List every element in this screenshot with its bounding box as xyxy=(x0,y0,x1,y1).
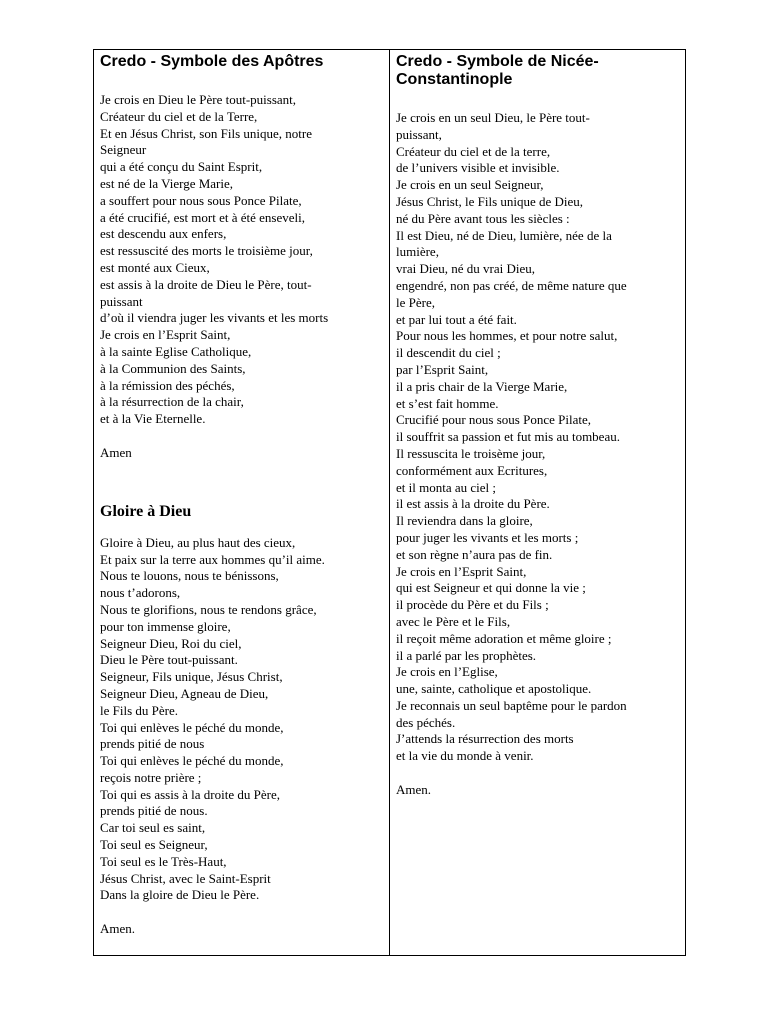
text-line: à la résurrection de la chair, xyxy=(100,394,244,410)
text-line: Nous te glorifions, nous te rendons grâce, xyxy=(100,601,317,617)
nicene-creed-title-line2: Constantinople xyxy=(396,71,513,88)
text-line: reçois notre prière ; xyxy=(100,769,202,785)
text-line: le Fils du Père. xyxy=(100,702,178,718)
text-line: d’où il viendra juger les vivants et les morts xyxy=(100,310,329,326)
text-line: Je crois en l’Eglise, xyxy=(396,664,498,680)
text-line: qui a été conçu du Saint Esprit, xyxy=(100,159,263,175)
text-line: pour ton immense gloire, xyxy=(100,618,231,634)
text-line: Jésus Christ, le Fils unique de Dieu, xyxy=(396,193,584,209)
text-line: Créateur du ciel et de la terre, xyxy=(396,143,551,159)
text-line: pour juger les vivants et les morts ; xyxy=(396,529,579,545)
text-line: et la vie du monde à venir. xyxy=(396,748,534,764)
text-line: Seigneur xyxy=(100,142,147,158)
apostles-creed-amen: Amen xyxy=(100,444,132,460)
text-line: prends pitié de nous. xyxy=(100,803,208,819)
gloria-amen: Amen. xyxy=(100,921,136,937)
text-line: Et paix sur la terre aux hommes qu’il aime. xyxy=(100,551,325,567)
apostles-creed-text xyxy=(100,92,383,428)
text-line: avec le Père et le Fils, xyxy=(396,613,511,629)
right-column xyxy=(390,50,685,955)
text-line: Jésus Christ, avec le Saint-Esprit xyxy=(100,870,271,886)
text-line: est né de la Vierge Marie, xyxy=(100,175,234,191)
text-line: et son règne n’aura pas de fin. xyxy=(396,546,553,562)
gloria-title: Gloire à Dieu xyxy=(100,502,192,520)
left-column xyxy=(94,50,390,955)
text-line: Toi qui enlèves le péché du monde, xyxy=(100,753,284,769)
text-line: Pour nous les hommes, et pour notre salut, xyxy=(396,328,618,344)
text-line: il reçoit même adoration et même gloire ; xyxy=(396,630,612,646)
text-line: puissant xyxy=(100,293,143,309)
text-line: le Père, xyxy=(396,294,435,310)
apostles-creed-title: Credo - Symbole des Apôtres xyxy=(100,53,324,70)
text-line: Et en Jésus Christ, son Fils unique, notre xyxy=(100,125,312,141)
text-line: et il monta au ciel ; xyxy=(396,479,496,495)
text-line: par l’Esprit Saint, xyxy=(396,361,489,377)
text-line: J’attends la résurrection des morts xyxy=(396,731,574,747)
text-line: Il reviendra dans la gloire, xyxy=(396,513,533,529)
text-line: il procède du Père et du Fils ; xyxy=(396,597,549,613)
text-line: à la Communion des Saints, xyxy=(100,360,246,376)
text-line: Dieu le Père tout-puissant. xyxy=(100,652,238,668)
nicene-creed-text xyxy=(396,110,679,765)
text-line: engendré, non pas créé, de même nature que xyxy=(396,277,627,293)
text-line: et par lui tout a été fait. xyxy=(396,311,517,327)
text-line: il a pris chair de la Vierge Marie, xyxy=(396,378,568,394)
nicene-creed-amen: Amen. xyxy=(396,782,432,798)
text-line: Toi qui enlèves le péché du monde, xyxy=(100,719,284,735)
text-line: Il ressuscita le troisème jour, xyxy=(396,445,546,461)
text-line: Toi qui es assis à la droite du Père, xyxy=(100,786,280,802)
text-line: Je crois en l’Esprit Saint, xyxy=(100,327,231,343)
text-line: est ressuscité des morts le troisième jour, xyxy=(100,243,313,259)
text-line: Dans la gloire de Dieu le Père. xyxy=(100,887,260,903)
text-line: Car toi seul es saint, xyxy=(100,820,206,836)
text-line: est descendu aux enfers, xyxy=(100,226,227,242)
text-line: il a parlé par les prophètes. xyxy=(396,647,537,663)
gloria-text xyxy=(100,535,383,905)
text-line: de l’univers visible et invisible. xyxy=(396,160,560,176)
text-line: Crucifié pour nous sous Ponce Pilate, xyxy=(396,412,591,428)
text-line: Je crois en l’Esprit Saint, xyxy=(396,563,527,579)
text-line: Seigneur, Fils unique, Jésus Christ, xyxy=(100,669,283,685)
nicene-creed-title xyxy=(396,53,679,89)
text-line: Nous te louons, nous te bénissons, xyxy=(100,568,279,584)
text-line: Créateur du ciel et de la Terre, xyxy=(100,108,258,124)
text-line: à la rémission des péchés, xyxy=(100,377,235,393)
text-line: Il est Dieu, né de Dieu, lumière, née de la xyxy=(396,227,612,243)
text-line: Je crois en un seul Dieu, le Père tout- xyxy=(396,110,590,125)
nicene-creed-title-line1: Credo - Symbole de Nicée- xyxy=(396,53,599,70)
text-line: Je crois en un seul Seigneur, xyxy=(396,177,544,193)
text-line: nous t’adorons, xyxy=(100,585,181,601)
text-line: Je reconnais un seul baptême pour le pardon xyxy=(396,697,627,713)
text-line: Seigneur Dieu, Roi du ciel, xyxy=(100,635,242,651)
text-line: prends pitié de nous xyxy=(100,736,205,752)
text-line: Je crois en Dieu le Père tout-puissant, xyxy=(100,92,297,107)
text-line: Gloire à Dieu, au plus haut des cieux, xyxy=(100,534,296,550)
text-line: est assis à la droite de Dieu le Père, tout- xyxy=(100,276,312,292)
text-line: des péchés. xyxy=(396,714,456,730)
text-line: Seigneur Dieu, Agneau de Dieu, xyxy=(100,685,269,701)
text-line: une, sainte, catholique et apostolique. xyxy=(396,681,592,697)
text-line: qui est Seigneur et qui donne la vie ; xyxy=(396,580,586,596)
text-line: puissant, xyxy=(396,126,442,142)
text-line: vrai Dieu, né du vrai Dieu, xyxy=(396,261,535,277)
text-line: né du Père avant tous les siècles : xyxy=(396,210,570,226)
text-line: lumière, xyxy=(396,244,439,260)
text-line: et à la Vie Eternelle. xyxy=(100,411,206,427)
prayer-table xyxy=(93,49,686,956)
text-line: il souffrit sa passion et fut mis au tombeau. xyxy=(396,429,620,445)
text-line: conformément aux Ecritures, xyxy=(396,462,548,478)
text-line: Toi seul es le Très-Haut, xyxy=(100,853,227,869)
text-line: est monté aux Cieux, xyxy=(100,259,210,275)
text-line: il descendit du ciel ; xyxy=(396,345,501,361)
text-line: a été crucifié, est mort et à été enseveli, xyxy=(100,209,306,225)
text-line: il est assis à la droite du Père. xyxy=(396,496,550,512)
text-line: et s’est fait homme. xyxy=(396,395,499,411)
text-line: Toi seul es Seigneur, xyxy=(100,837,208,853)
text-line: a souffert pour nous sous Ponce Pilate, xyxy=(100,192,302,208)
text-line: à la sainte Eglise Catholique, xyxy=(100,343,252,359)
